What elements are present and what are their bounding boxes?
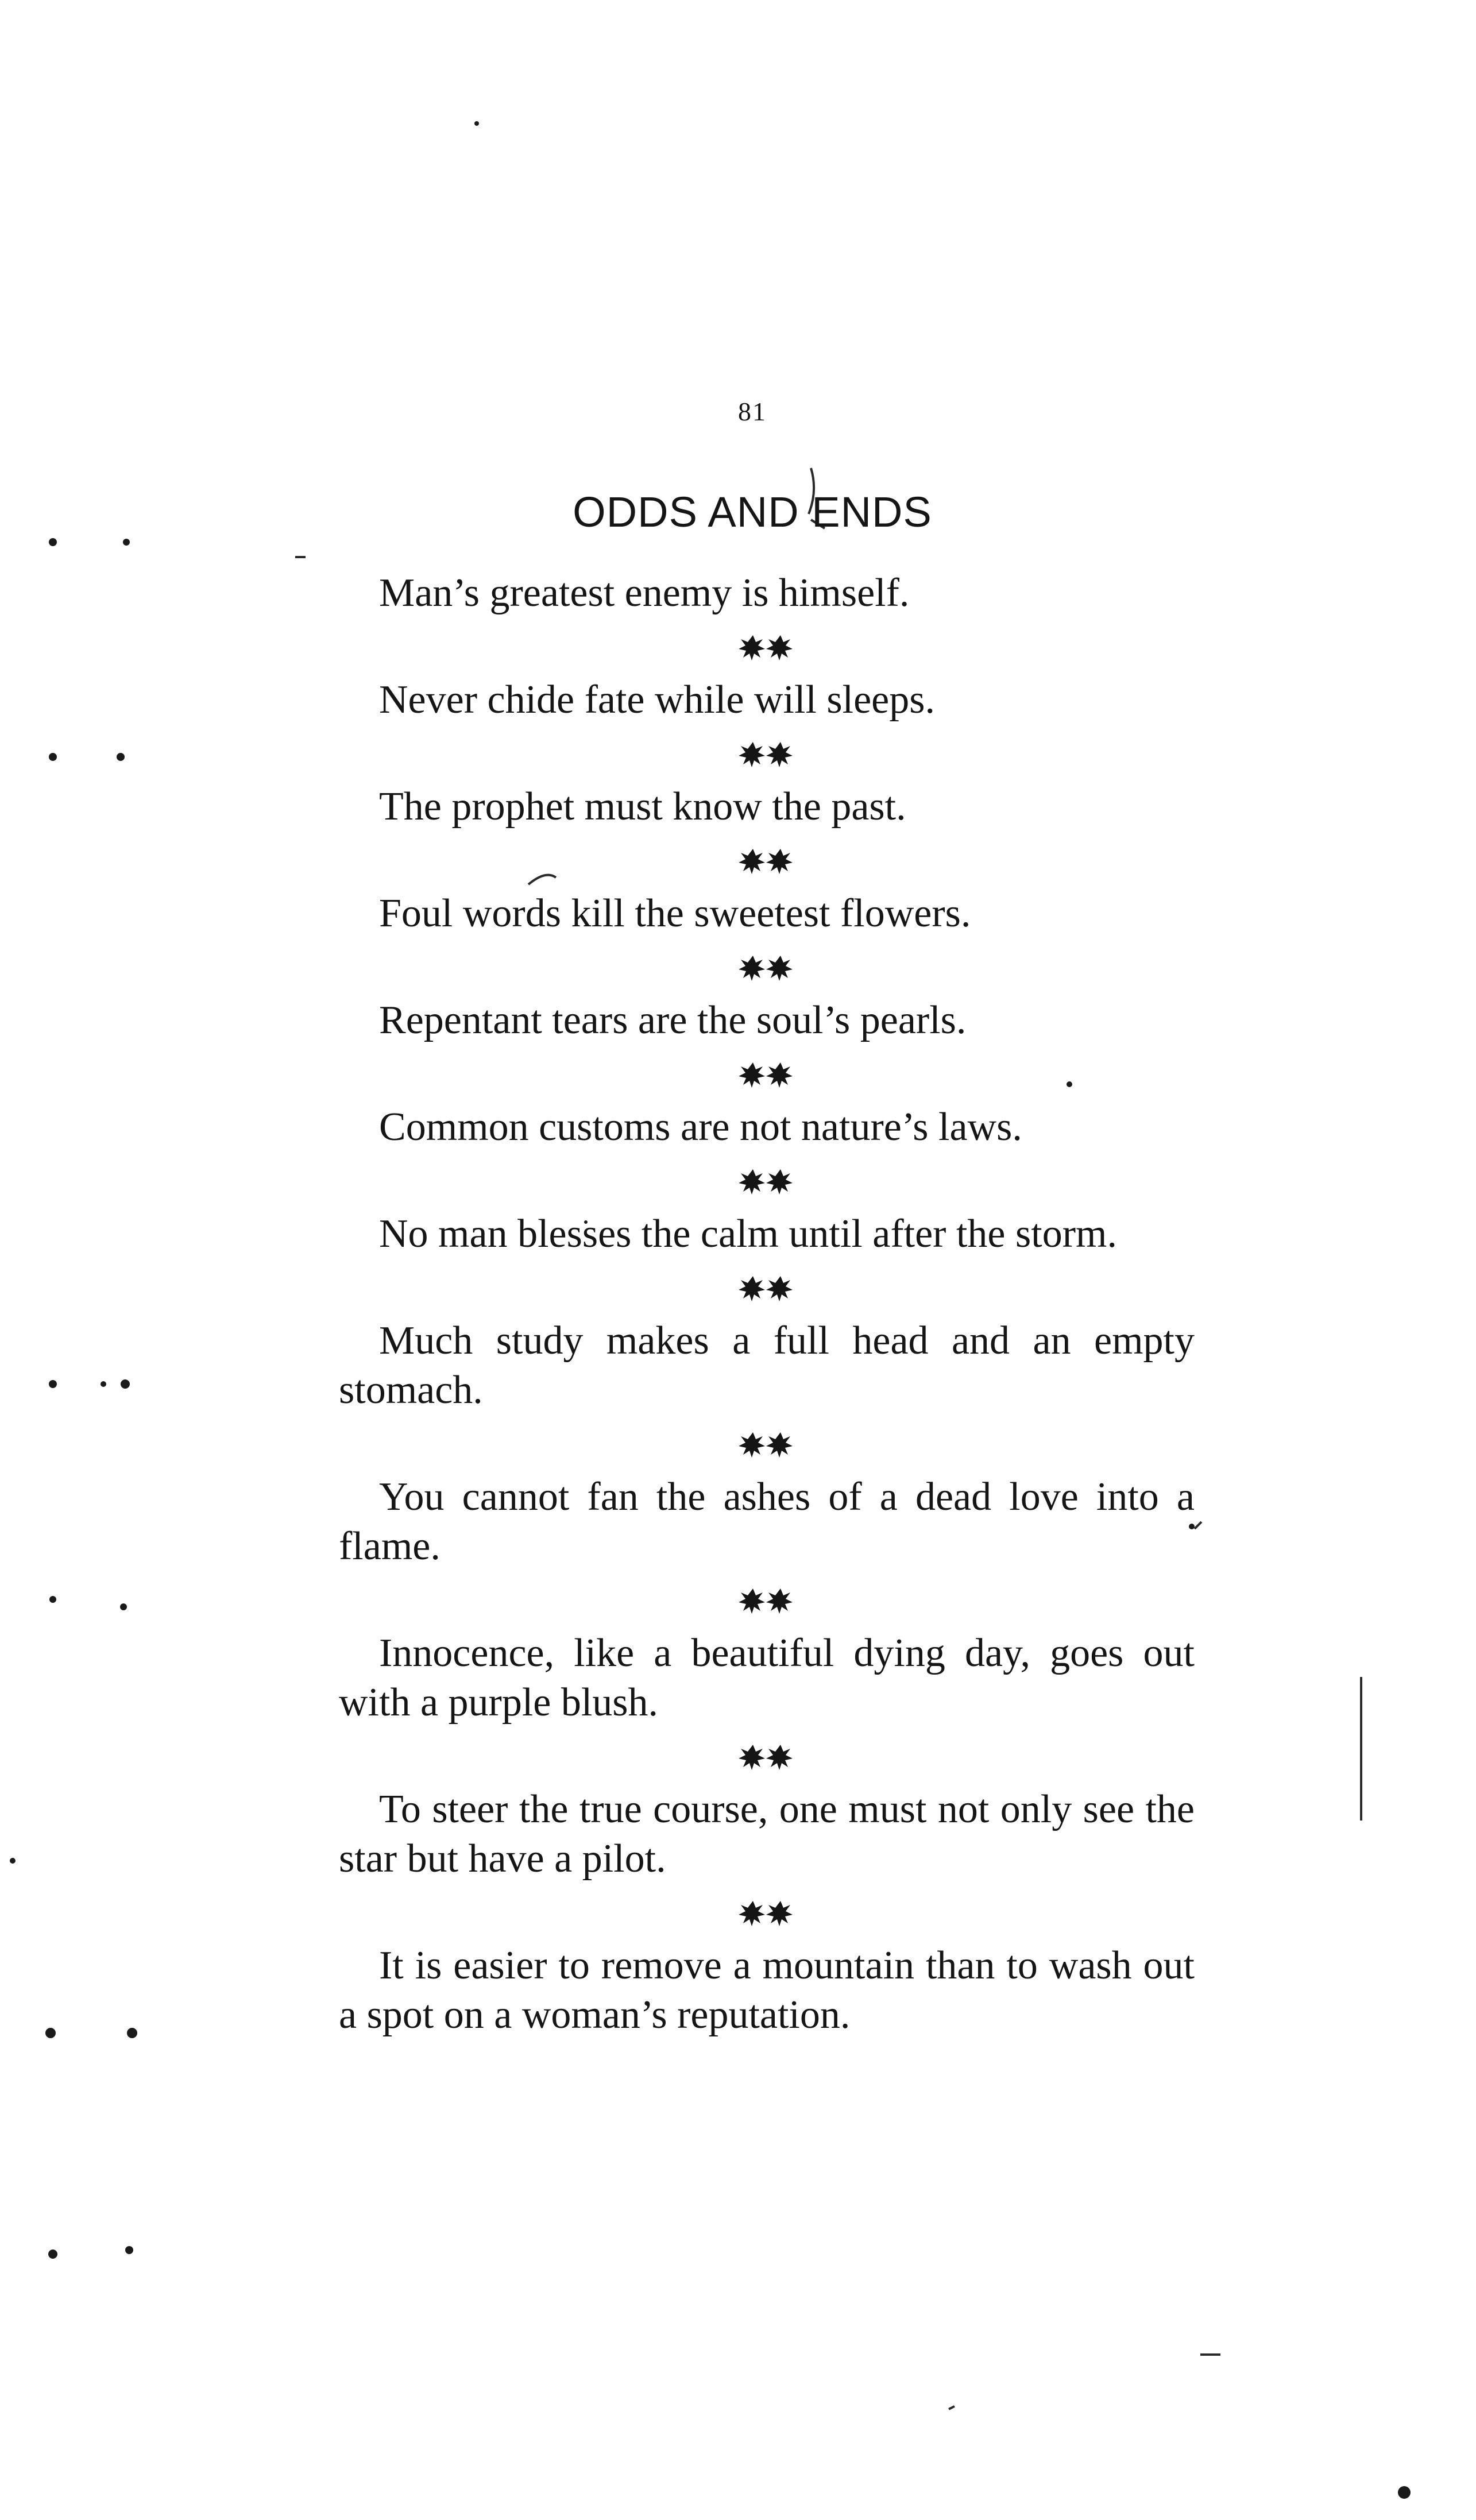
double-asterism-icon [339, 1152, 1195, 1209]
double-asterism-icon [339, 832, 1195, 889]
double-asterism-icon [339, 1045, 1195, 1103]
saying: No man blesses the calm until after the storm. [379, 1212, 1117, 1256]
saying: Much study makes a full head and an empty stomach. [339, 1319, 1195, 1412]
double-asterism-icon [339, 1415, 1195, 1472]
double-asterism-icon [339, 1884, 1195, 1941]
page-number: 81 [738, 397, 767, 426]
saying: You cannot fan the ashes of a dead love into a flame. [339, 1475, 1195, 1568]
saying: It is easier to remove a mountain than to wash out a spot on a woman’s reputation. [339, 1943, 1195, 2037]
double-asterism-icon [339, 618, 1195, 675]
double-asterism-icon [339, 1259, 1195, 1316]
double-asterism-icon [339, 725, 1195, 782]
saying: Innocence, like a beautiful dying day, goes out with a purple blush. [339, 1631, 1195, 1725]
saying: Common customs are not nature’s laws. [379, 1105, 1022, 1149]
section-heading: ODDS AND ENDS [573, 488, 932, 536]
saying: Repentant tears are the soul’s pearls. [379, 998, 967, 1042]
double-asterism-icon [339, 1571, 1195, 1629]
saying: Never chide fate while will sleeps. [379, 678, 935, 722]
saying: The prophet must know the past. [379, 784, 906, 829]
sayings-list [339, 569, 1195, 2040]
saying: To steer the true course, one must not only see the star but have a pilot. [339, 1787, 1195, 1881]
double-asterism-icon [339, 1727, 1195, 1785]
saying: Man’s greatest enemy is himself. [379, 571, 910, 615]
saying: Foul words kill the sweetest flowers. [379, 891, 971, 936]
double-asterism-icon [339, 938, 1195, 996]
